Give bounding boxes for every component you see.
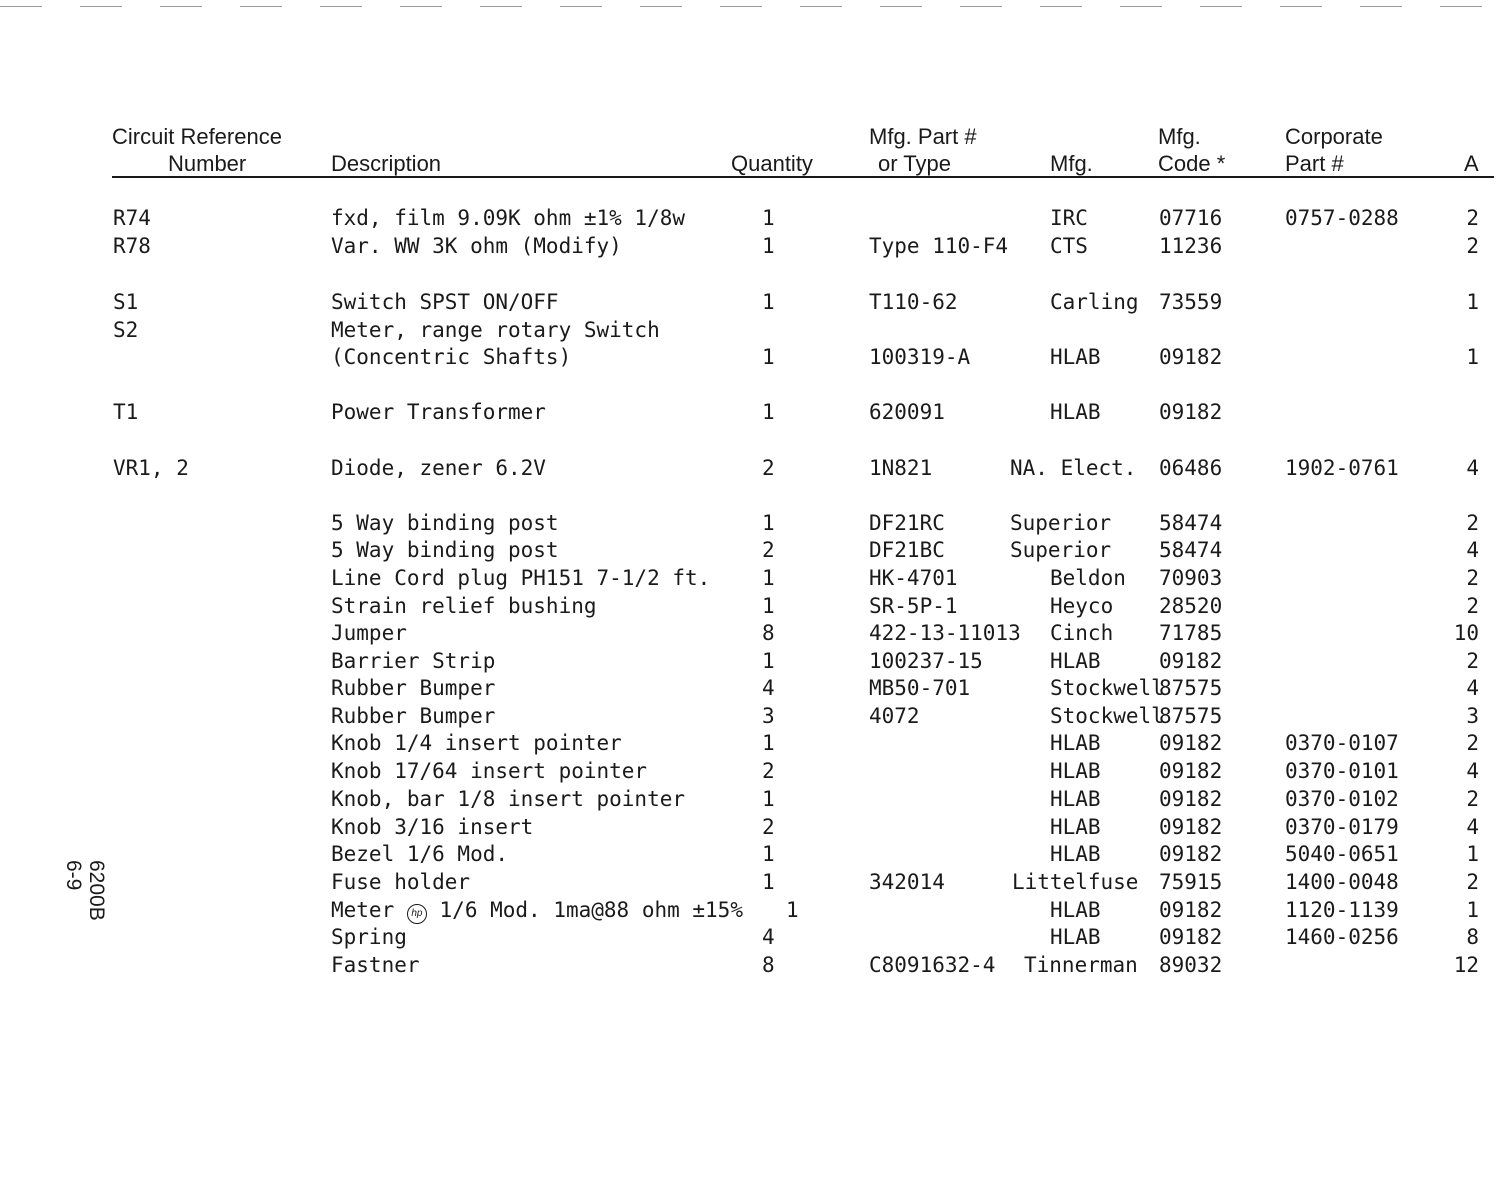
cell-mfg-code: 73559: [1159, 290, 1223, 314]
cell-mfg-code: 09182: [1159, 925, 1223, 949]
cell-a: 12: [1453, 953, 1479, 977]
cell-a: 1: [1466, 842, 1479, 866]
cell-description: Knob 17/64 insert pointer: [331, 759, 648, 783]
cell-quantity: 1: [786, 898, 799, 922]
cell-description: 5 Way binding post: [331, 538, 559, 562]
cell-quantity: 1: [762, 731, 775, 755]
cell-a: 2: [1466, 511, 1479, 535]
cell-mfg-part: 422-13-11013: [869, 621, 1021, 645]
cell-description: Diode, zener 6.2V: [331, 456, 546, 480]
cell-mfg-part: 1N821: [869, 456, 933, 480]
header-a: A: [1464, 151, 1479, 176]
cell-mfg: HLAB: [1050, 787, 1101, 811]
cell-mfg: Superior: [1010, 538, 1112, 562]
cell-corporate-part: 5040-0651: [1285, 842, 1399, 866]
cell-quantity: 1: [762, 206, 775, 230]
cell-mfg-part: T110-62: [869, 290, 958, 314]
cell-mfg: Stockwell: [1050, 676, 1164, 700]
header-description: Description: [331, 151, 442, 176]
cell-description: Fastner: [331, 953, 420, 977]
cell-mfg: Carling: [1050, 290, 1139, 314]
cell-mfg: HLAB: [1050, 898, 1101, 922]
cell-description: Meter, range rotary Switch: [331, 318, 660, 342]
header-circuit-number: Number: [168, 151, 247, 176]
cell-a: 2: [1466, 594, 1479, 618]
cell-corporate-part: 0370-0179: [1285, 815, 1399, 839]
cell-a: 2: [1466, 731, 1479, 755]
cell-a: 2: [1466, 649, 1479, 673]
cell-quantity: 4: [762, 925, 775, 949]
cell-circuit-ref: T1: [113, 400, 139, 424]
header-mfg-part: Mfg. Part #: [869, 124, 977, 149]
cell-mfg-code: 09182: [1159, 649, 1223, 673]
header-circuit-ref: Circuit Reference: [112, 124, 282, 149]
cell-quantity: 8: [762, 953, 775, 977]
cell-mfg-code: 07716: [1159, 206, 1223, 230]
cell-a: 1: [1466, 290, 1479, 314]
cell-a: 4: [1466, 538, 1479, 562]
cell-quantity: 4: [762, 676, 775, 700]
cell-quantity: 1: [762, 400, 775, 424]
cell-mfg-part: MB50-701: [869, 676, 971, 700]
cell-mfg: CTS: [1050, 234, 1088, 258]
cell-quantity: 1: [762, 787, 775, 811]
cell-mfg-part: C8091632-4: [869, 953, 996, 977]
cell-description: 5 Way binding post: [331, 511, 559, 535]
cell-a: 2: [1466, 206, 1479, 230]
cell-quantity: 2: [762, 759, 775, 783]
cell-description: Line Cord plug PH151 7-1/2 ft.: [331, 566, 711, 590]
cell-a: 2: [1466, 787, 1479, 811]
hp-logo-icon: hp: [407, 904, 427, 924]
cell-a: 8: [1466, 925, 1479, 949]
cell-quantity: 1: [762, 290, 775, 314]
cell-mfg-code: 09182: [1159, 815, 1223, 839]
cell-mfg: HLAB: [1050, 815, 1101, 839]
cell-mfg: HLAB: [1050, 400, 1101, 424]
cell-quantity: 3: [762, 704, 775, 728]
cell-mfg-code: 70903: [1159, 566, 1223, 590]
cell-mfg-part: DF21RC: [869, 511, 945, 535]
cell-mfg-code: 58474: [1159, 538, 1223, 562]
side-page: 6-9: [62, 860, 85, 891]
cell-mfg-code: 09182: [1159, 759, 1223, 783]
cell-description: (Concentric Shafts): [331, 345, 572, 369]
cell-a: 2: [1466, 234, 1479, 258]
cell-a: 1: [1466, 898, 1479, 922]
cell-description: Jumper: [331, 621, 407, 645]
cell-quantity: 2: [762, 456, 775, 480]
cell-corporate-part: 1400-0048: [1285, 870, 1399, 894]
cell-circuit-ref: VR1, 2: [113, 456, 189, 480]
cell-a: 1: [1466, 345, 1479, 369]
cell-description: Fuse holder: [331, 870, 471, 894]
header-mfg-part-type: or Type: [878, 151, 951, 176]
cell-description: Knob 1/4 insert pointer: [331, 731, 622, 755]
cell-a: 4: [1466, 456, 1479, 480]
cell-mfg: HLAB: [1050, 759, 1101, 783]
side-model: 6200B: [85, 860, 108, 921]
cell-corporate-part: 0757-0288: [1285, 206, 1399, 230]
cell-mfg-part: 100319-A: [869, 345, 971, 369]
cell-quantity: 2: [762, 538, 775, 562]
cell-circuit-ref: R78: [113, 234, 151, 258]
top-dashed-border: [0, 6, 1505, 7]
header-corporate-part: Part #: [1285, 151, 1344, 176]
cell-quantity: 1: [762, 870, 775, 894]
cell-mfg-code: 09182: [1159, 731, 1223, 755]
cell-description: Rubber Bumper: [331, 704, 496, 728]
cell-mfg: HLAB: [1050, 731, 1101, 755]
cell-description: Bezel 1/6 Mod.: [331, 842, 509, 866]
cell-mfg-code: 71785: [1159, 621, 1223, 645]
cell-text: 1/6 Mod. 1ma@88 ohm ±15%: [439, 898, 743, 922]
cell-mfg: Stockwell: [1050, 704, 1164, 728]
cell-mfg: Superior: [1010, 511, 1112, 535]
cell-text: Meter: [331, 898, 395, 922]
cell-mfg-code: 06486: [1159, 456, 1223, 480]
cell-mfg-part: 4072: [869, 704, 920, 728]
cell-mfg-code: 75915: [1159, 870, 1223, 894]
cell-mfg: HLAB: [1050, 925, 1101, 949]
cell-mfg-part: HK-4701: [869, 566, 958, 590]
cell-mfg: Tinnerman: [1024, 953, 1138, 977]
cell-mfg: HLAB: [1050, 345, 1101, 369]
cell-quantity: 1: [762, 566, 775, 590]
cell-description: Var. WW 3K ohm (Modify): [331, 234, 622, 258]
cell-mfg-code: 58474: [1159, 511, 1223, 535]
cell-circuit-ref: S2: [113, 318, 139, 342]
cell-corporate-part: 0370-0102: [1285, 787, 1399, 811]
cell-quantity: 2: [762, 815, 775, 839]
cell-mfg: Beldon: [1050, 566, 1126, 590]
header-rule: [112, 176, 1494, 178]
cell-mfg: HLAB: [1050, 842, 1101, 866]
cell-quantity: 8: [762, 621, 775, 645]
cell-description: Strain relief bushing: [331, 594, 597, 618]
cell-description: Spring: [331, 925, 407, 949]
cell-mfg: HLAB: [1050, 649, 1101, 673]
cell-mfg-code: 09182: [1159, 400, 1223, 424]
cell-description: Knob 3/16 insert: [331, 815, 534, 839]
cell-mfg-code: 87575: [1159, 704, 1223, 728]
side-page-label: [48, 860, 108, 920]
cell-corporate-part: 0370-0107: [1285, 731, 1399, 755]
cell-corporate-part: 1120-1139: [1285, 898, 1399, 922]
cell-quantity: 1: [762, 649, 775, 673]
cell-a: 4: [1466, 759, 1479, 783]
cell-mfg-part: DF21BC: [869, 538, 945, 562]
cell-description: Power Transformer: [331, 400, 546, 424]
cell-quantity: 1: [762, 234, 775, 258]
cell-corporate-part: 1902-0761: [1285, 456, 1399, 480]
cell-corporate-part: 1460-0256: [1285, 925, 1399, 949]
cell-mfg-code: 28520: [1159, 594, 1223, 618]
cell-mfg-part: 342014: [869, 870, 945, 894]
cell-mfg-part: SR-5P-1: [869, 594, 958, 618]
header-mfg-code: Mfg.: [1158, 124, 1201, 149]
header-mfg-code-2: Code *: [1158, 151, 1226, 176]
header-quantity: Quantity: [731, 151, 813, 176]
cell-mfg: Cinch: [1050, 621, 1114, 645]
cell-circuit-ref: S1: [113, 290, 139, 314]
header-mfg: Mfg.: [1050, 151, 1093, 176]
cell-mfg-code: 11236: [1159, 234, 1223, 258]
cell-a: 4: [1466, 676, 1479, 700]
cell-a: 2: [1466, 566, 1479, 590]
cell-mfg-code: 87575: [1159, 676, 1223, 700]
cell-mfg: Littelfuse: [1012, 870, 1139, 894]
cell-mfg: NA. Elect.: [1010, 456, 1137, 480]
cell-mfg-part: 620091: [869, 400, 945, 424]
cell-quantity: 1: [762, 594, 775, 618]
cell-description: Knob, bar 1/8 insert pointer: [331, 787, 686, 811]
cell-quantity: 1: [762, 511, 775, 535]
cell-description: Switch SPST ON/OFF: [331, 290, 559, 314]
cell-description: Rubber Bumper: [331, 676, 496, 700]
cell-mfg: IRC: [1050, 206, 1088, 230]
cell-description: [331, 897, 743, 924]
cell-circuit-ref: R74: [113, 206, 151, 230]
cell-mfg-part: Type 110-F4: [869, 234, 1009, 258]
cell-mfg-code: 09182: [1159, 898, 1223, 922]
cell-quantity: 1: [762, 842, 775, 866]
cell-a: 10: [1453, 621, 1479, 645]
header-corporate: Corporate: [1285, 124, 1383, 149]
cell-description: Barrier Strip: [331, 649, 496, 673]
cell-mfg-part: 100237-15: [869, 649, 983, 673]
cell-mfg: Heyco: [1050, 594, 1114, 618]
cell-corporate-part: 0370-0101: [1285, 759, 1399, 783]
cell-mfg-code: 09182: [1159, 842, 1223, 866]
cell-mfg-code: 09182: [1159, 345, 1223, 369]
cell-a: 3: [1466, 704, 1479, 728]
cell-mfg-code: 09182: [1159, 787, 1223, 811]
cell-description: fxd, film 9.09K ohm ±1% 1/8w: [331, 206, 686, 230]
cell-quantity: 1: [762, 345, 775, 369]
cell-mfg-code: 89032: [1159, 953, 1223, 977]
cell-a: 4: [1466, 815, 1479, 839]
cell-a: 2: [1466, 870, 1479, 894]
